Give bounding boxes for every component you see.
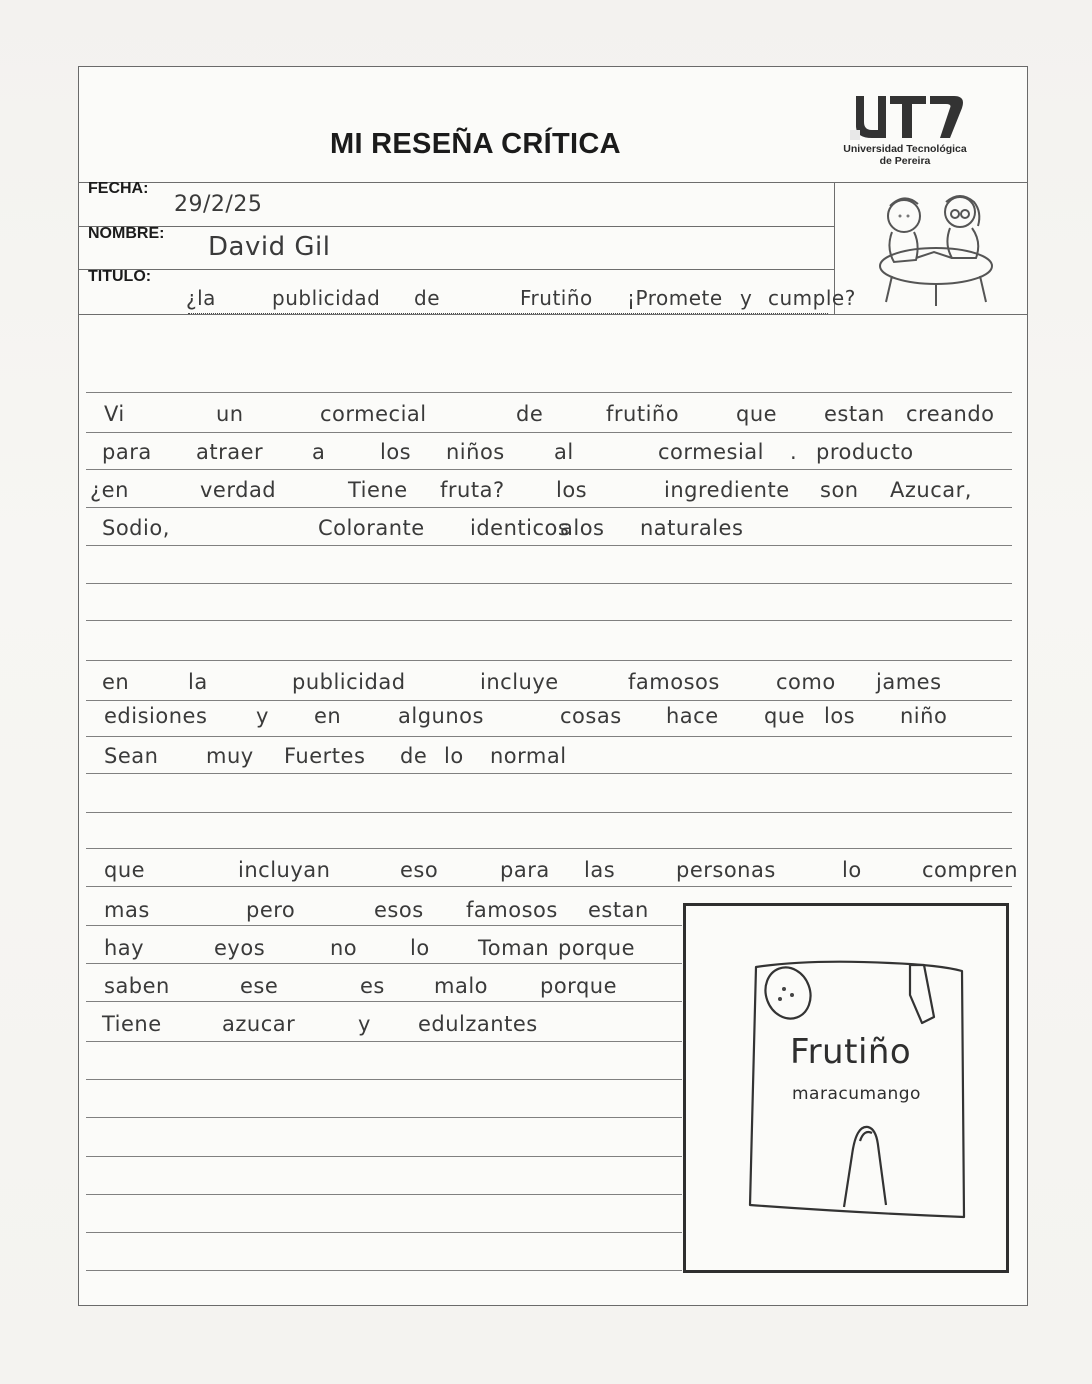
titulo-word: de (414, 286, 440, 310)
paragraph2-word: en (102, 670, 130, 694)
paragraph3-word: no (330, 936, 358, 960)
paragraph1-word: ingrediente (664, 478, 790, 502)
titulo-word: y (740, 286, 753, 310)
paragraph3-word: famosos (466, 898, 558, 922)
titulo-word: publicidad (272, 286, 381, 310)
paragraph2-word: muy (206, 744, 254, 768)
ruled-line (86, 1194, 682, 1195)
paragraph2-word: lo (444, 744, 464, 768)
paragraph1-word: Colorante (318, 516, 425, 540)
paragraph1-word: los (380, 440, 412, 464)
nombre-value: David Gil (208, 232, 331, 262)
paragraph2-word: cosas (560, 704, 622, 728)
paragraph3-word: edulzantes (418, 1012, 538, 1036)
paragraph1-word: Azucar, (890, 478, 972, 502)
drawing-flavor-label: maracumango (792, 1084, 921, 1104)
paragraph2-word: incluye (480, 670, 559, 694)
paragraph2-word: la (188, 670, 208, 694)
nombre-label: NOMBRE: (88, 225, 165, 242)
paragraph1-word: creando (906, 402, 995, 426)
logo-caption-line1: Universidad Tecnológica (843, 143, 967, 155)
paragraph1-word: fruta? (440, 478, 505, 502)
ruled-line (86, 963, 682, 964)
ruled-line (86, 620, 1012, 621)
paragraph3-word: lo (410, 936, 430, 960)
titulo-dotted-underline (188, 313, 828, 314)
paragraph2-word: publicidad (292, 670, 406, 694)
paragraph2-word: los (824, 704, 856, 728)
paragraph2-word: como (776, 670, 836, 694)
ruled-line (86, 432, 1012, 433)
nombre-rule (78, 269, 834, 270)
paragraph3-word: estan (588, 898, 649, 922)
logo-caption-line2: de Pereira (879, 155, 931, 167)
paragraph3-word: porque (558, 936, 636, 960)
ruled-line (86, 583, 1012, 584)
paragraph1-word: niños (446, 440, 505, 464)
paragraph3-word: esos (374, 898, 424, 922)
paragraph3-word: eso (400, 858, 439, 882)
paragraph1-word: cormesial (658, 440, 765, 464)
paragraph3-word: las (584, 858, 616, 882)
titulo-word: ¿la (186, 286, 216, 310)
ruled-line (86, 469, 1012, 470)
ruled-line (86, 1041, 682, 1042)
paragraph2-word: edisiones (104, 704, 208, 728)
paragraph3-word: saben (104, 974, 170, 998)
paragraph3-word: personas (676, 858, 776, 882)
paragraph2-word: y (256, 704, 269, 728)
paragraph1-word: que (736, 402, 778, 426)
ruled-line (86, 1079, 682, 1080)
paragraph3-word: para (500, 858, 550, 882)
paragraph3-word: pero (246, 898, 296, 922)
paragraph2-word: famosos (628, 670, 720, 694)
paragraph1-word: ¿en (90, 478, 129, 502)
paragraph3-word: Tiene (102, 1012, 162, 1036)
paragraph2-word: niño (900, 704, 948, 728)
paragraph1-word: cormecial (320, 402, 427, 426)
paragraph1-word: verdad (200, 478, 277, 502)
paragraph1-word: identicos (470, 516, 570, 540)
paragraph2-word: en (314, 704, 342, 728)
paragraph1-word: . (790, 440, 798, 464)
paragraph1-word: son (820, 478, 859, 502)
paragraph1-word: frutiño (606, 402, 680, 426)
drawing-brand-label: Frutiño (790, 1032, 912, 1072)
ruled-line (86, 1117, 682, 1118)
paragraph1-word: producto (816, 440, 914, 464)
ruled-line (86, 812, 1012, 813)
ruled-line (86, 1232, 682, 1233)
paragraph3-word: que (104, 858, 146, 882)
paragraph3-word: incluyan (238, 858, 331, 882)
paragraph3-word: es (360, 974, 385, 998)
ruled-line (86, 1156, 682, 1157)
paragraph2-word: hace (666, 704, 719, 728)
paragraph1-word: Sodio, (102, 516, 170, 540)
paragraph3-word: Toman (478, 936, 550, 960)
paragraph2-word: que (764, 704, 806, 728)
ruled-line (86, 507, 1012, 508)
ruled-line (86, 773, 1012, 774)
ruled-line (86, 1001, 682, 1002)
paragraph1-word: para (102, 440, 152, 464)
paragraph2-word: normal (490, 744, 567, 768)
paragraph3-word: malo (434, 974, 489, 998)
paragraph3-word: compren (922, 858, 1019, 882)
ruled-line (86, 700, 1012, 701)
fecha-label: FECHA: (88, 180, 149, 197)
paragraph1-word: alos (560, 516, 605, 540)
paragraph1-word: a (312, 440, 326, 464)
fecha-rule (78, 226, 834, 227)
titulo-rule (78, 314, 1028, 315)
paragraph2-word: algunos (398, 704, 484, 728)
titulo-label: TITULO: (88, 268, 152, 285)
ruled-line (86, 848, 1012, 849)
paragraph1-word: atraer (196, 440, 264, 464)
paragraph2-word: de (400, 744, 428, 768)
paragraph1-word: Vi (104, 402, 125, 426)
paragraph3-word: ese (240, 974, 279, 998)
paragraph3-word: y (358, 1012, 371, 1036)
titulo-word: cumple? (768, 286, 856, 310)
paragraph2-word: Fuertes (284, 744, 366, 768)
paragraph3-word: azucar (222, 1012, 296, 1036)
paragraph3-word: porque (540, 974, 618, 998)
paragraph1-word: un (216, 402, 244, 426)
paragraph3-word: hay (104, 936, 145, 960)
paragraph2-word: Sean (104, 744, 159, 768)
ruled-line (86, 660, 1012, 661)
paragraph1-word: de (516, 402, 544, 426)
paragraph1-word: naturales (640, 516, 744, 540)
paragraph2-word: james (876, 670, 942, 694)
paragraph3-word: lo (842, 858, 862, 882)
ruled-line (86, 392, 1012, 393)
ruled-line (86, 886, 1012, 887)
paragraph1-word: al (554, 440, 574, 464)
titulo-word: Frutiño (520, 286, 593, 310)
paragraph1-word: estan (824, 402, 885, 426)
paragraph1-word: los (556, 478, 588, 502)
children-reading-illustration (856, 188, 1006, 310)
header-bottom-rule (78, 182, 1028, 183)
ruled-line (86, 545, 1012, 546)
paragraph3-word: mas (104, 898, 150, 922)
paragraph3-word: eyos (214, 936, 266, 960)
ruled-line (86, 1270, 682, 1271)
fecha-value: 29/2/25 (174, 192, 263, 217)
titulo-word: ¡Promete (627, 286, 723, 310)
ruled-line (86, 925, 682, 926)
paragraph1-word: Tiene (348, 478, 408, 502)
page-title: MI RESEÑA CRÍTICA (330, 128, 621, 160)
ruled-line (86, 736, 1012, 737)
